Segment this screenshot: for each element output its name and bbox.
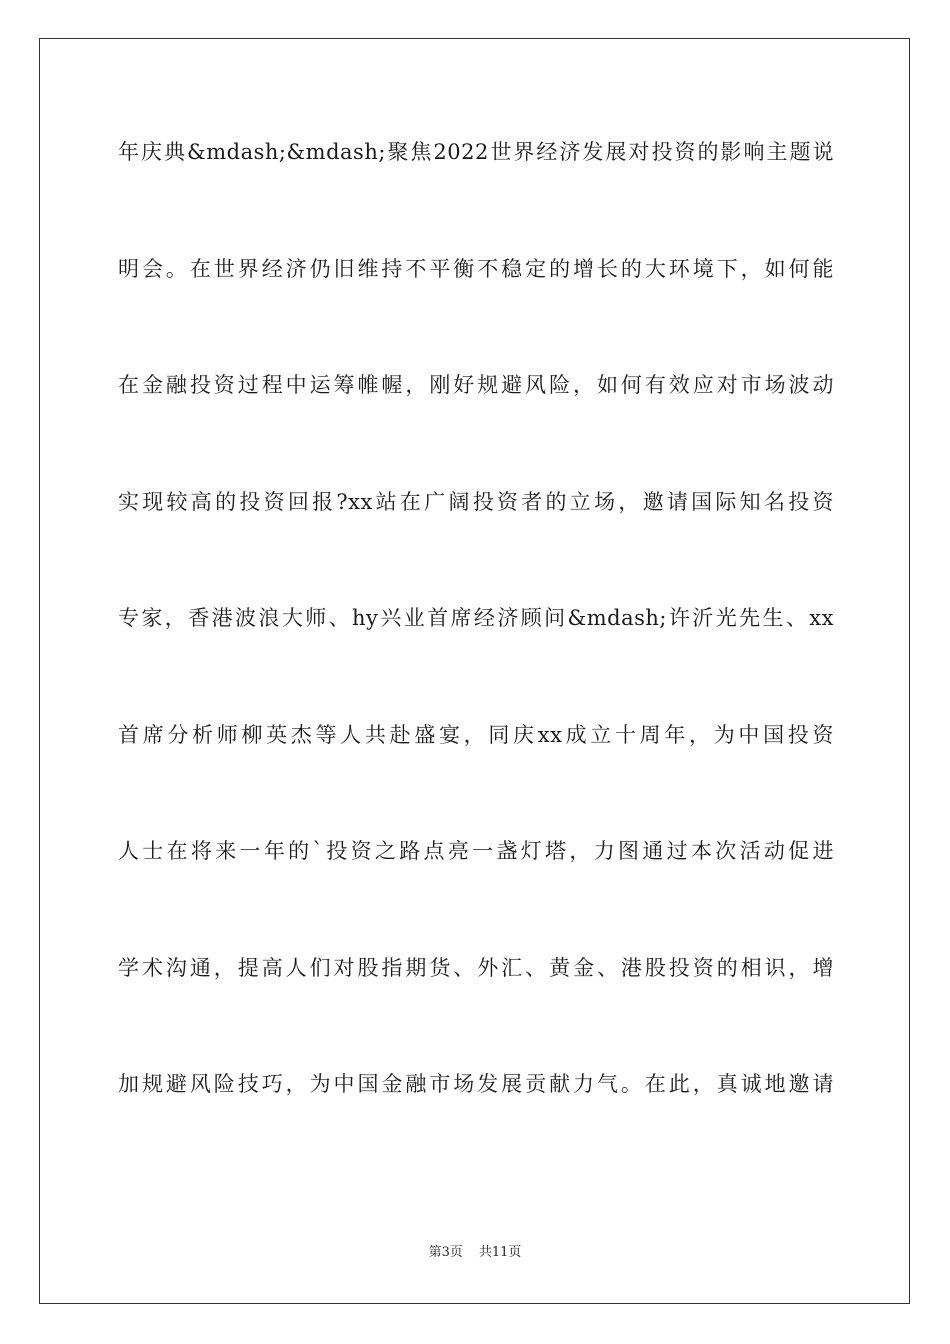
body-line: 明会。在世界经济仍旧维持不平衡不稳定的增长的大环境下，如何能 — [118, 256, 834, 281]
body-line: 专家，香港波浪大师、hy兴业首席经济顾问&mdash;许沂光先生、xx — [118, 606, 834, 630]
page-footer — [0, 1244, 950, 1262]
body-line: 年庆典&mdash;&mdash;聚焦2022世界经济发展对投资的影响主题说 — [118, 140, 834, 164]
page-total: 共11页 — [478, 1245, 522, 1260]
body-line: 实现较高的投资回报?xx站在广阔投资者的立场，邀请国际知名投资 — [118, 489, 834, 514]
body-line: 加规避风险技巧，为中国金融市场发展贡献力气。在此，真诚地邀请 — [118, 1072, 834, 1096]
body-line: 首席分析师柳英杰等人共赴盛宴，同庆xx成立十周年，为中国投资 — [118, 722, 834, 747]
body-line: 学术沟通，提高人们对股指期货、外汇、黄金、港股投资的相识，增 — [118, 955, 834, 980]
document-body — [118, 125, 834, 1174]
body-line: 人士在将来一年的`投资之路点亮一盏灯塔，力图通过本次活动促进 — [118, 839, 834, 863]
body-line: 在金融投资过程中运筹帷幄，刚好规避风险，如何有效应对市场波动 — [118, 373, 834, 397]
page-number: 第3页 — [428, 1245, 463, 1260]
